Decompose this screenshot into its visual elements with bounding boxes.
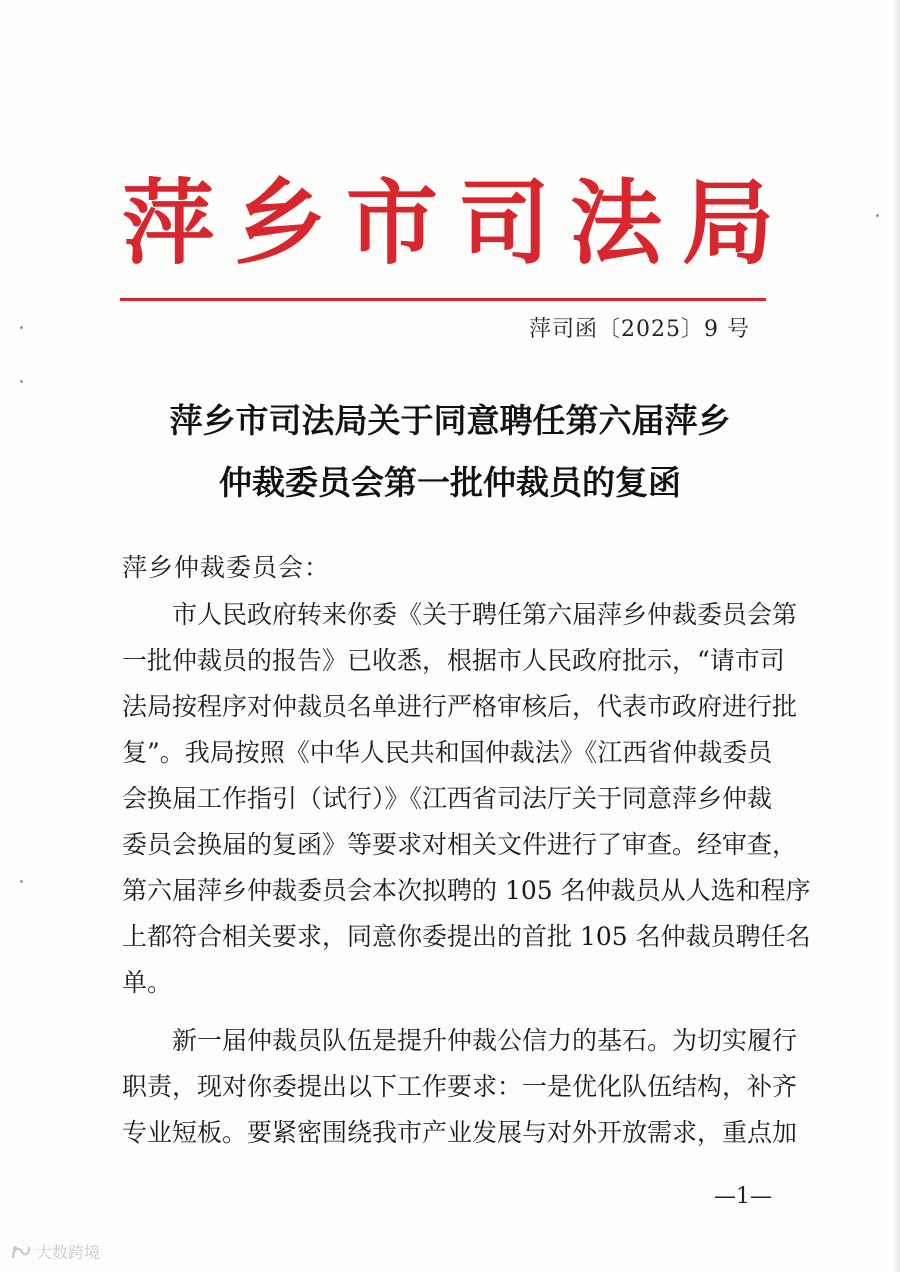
letterhead-char: 萍 — [121, 169, 214, 277]
document-title-line: 仲裁委员会第一批仲裁员的复函 — [219, 463, 681, 502]
page-number: —1— — [714, 1184, 772, 1209]
scan-speck — [20, 326, 23, 329]
letterhead-char: 法 — [569, 169, 662, 277]
body-line: 专业短板。要紧密围绕我市产业发展与对外开放需求，重点加 — [122, 1118, 798, 1147]
watermark — [10, 1240, 100, 1263]
body-line: 委员会换届的复函》等要求对相关文件进行了审查。经审查， — [122, 830, 798, 859]
letter-body — [122, 592, 811, 1156]
body-line: 市人民政府转来你委《关于聘任第六届萍乡仲裁委员会第 — [122, 600, 798, 629]
body-line: 一批仲裁员的报告》已收悉，根据市人民政府批示，“请市司 — [122, 646, 785, 675]
document-title — [100, 390, 800, 514]
letterhead-char: 市 — [345, 169, 438, 277]
watermark-text: 大数跨境 — [36, 1243, 101, 1262]
body-line: 复”。我局按照《中华人民共和国仲裁法》《江西省仲裁委员 — [122, 738, 773, 767]
body-line: 职责，现对你委提出以下工作要求：一是优化队伍结构，补齐 — [122, 1072, 798, 1101]
letterhead-char: 局 — [681, 169, 774, 277]
body-line: 法局按程序对仲裁员名单进行严格审核后，代表市政府进行批 — [122, 692, 798, 721]
scan-speck — [876, 214, 879, 217]
agency-letterhead — [118, 168, 778, 278]
body-line: 会换届工作指引（试行）》《江西省司法厅关于同意萍乡仲裁 — [122, 784, 773, 813]
letterhead-char: 司 — [457, 169, 550, 277]
scan-speck — [20, 880, 23, 883]
addressee: 萍乡仲裁委员会： — [122, 553, 331, 582]
body-line: 单。 — [122, 968, 173, 997]
letterhead-char: 乡 — [233, 169, 326, 277]
paragraph-gap — [122, 1006, 772, 1018]
document-title-line: 萍乡市司法局关于同意聘任第六届萍乡 — [169, 401, 731, 440]
body-line: 上都符合相关要求，同意你委提出的首批 105 名仲裁员聘任名 — [122, 922, 811, 951]
page-edge-shadow — [892, 0, 900, 1272]
letterhead-divider — [120, 298, 766, 301]
document-number: 萍司函〔2025〕9 号 — [529, 317, 750, 342]
watermark-logo-icon — [10, 1243, 32, 1261]
scan-speck — [20, 380, 23, 383]
body-line: 第六届萍乡仲裁委员会本次拟聘的 105 名仲裁员从人选和程序 — [122, 876, 811, 905]
body-line: 新一届仲裁员队伍是提升仲裁公信力的基石。为切实履行 — [122, 1026, 798, 1055]
